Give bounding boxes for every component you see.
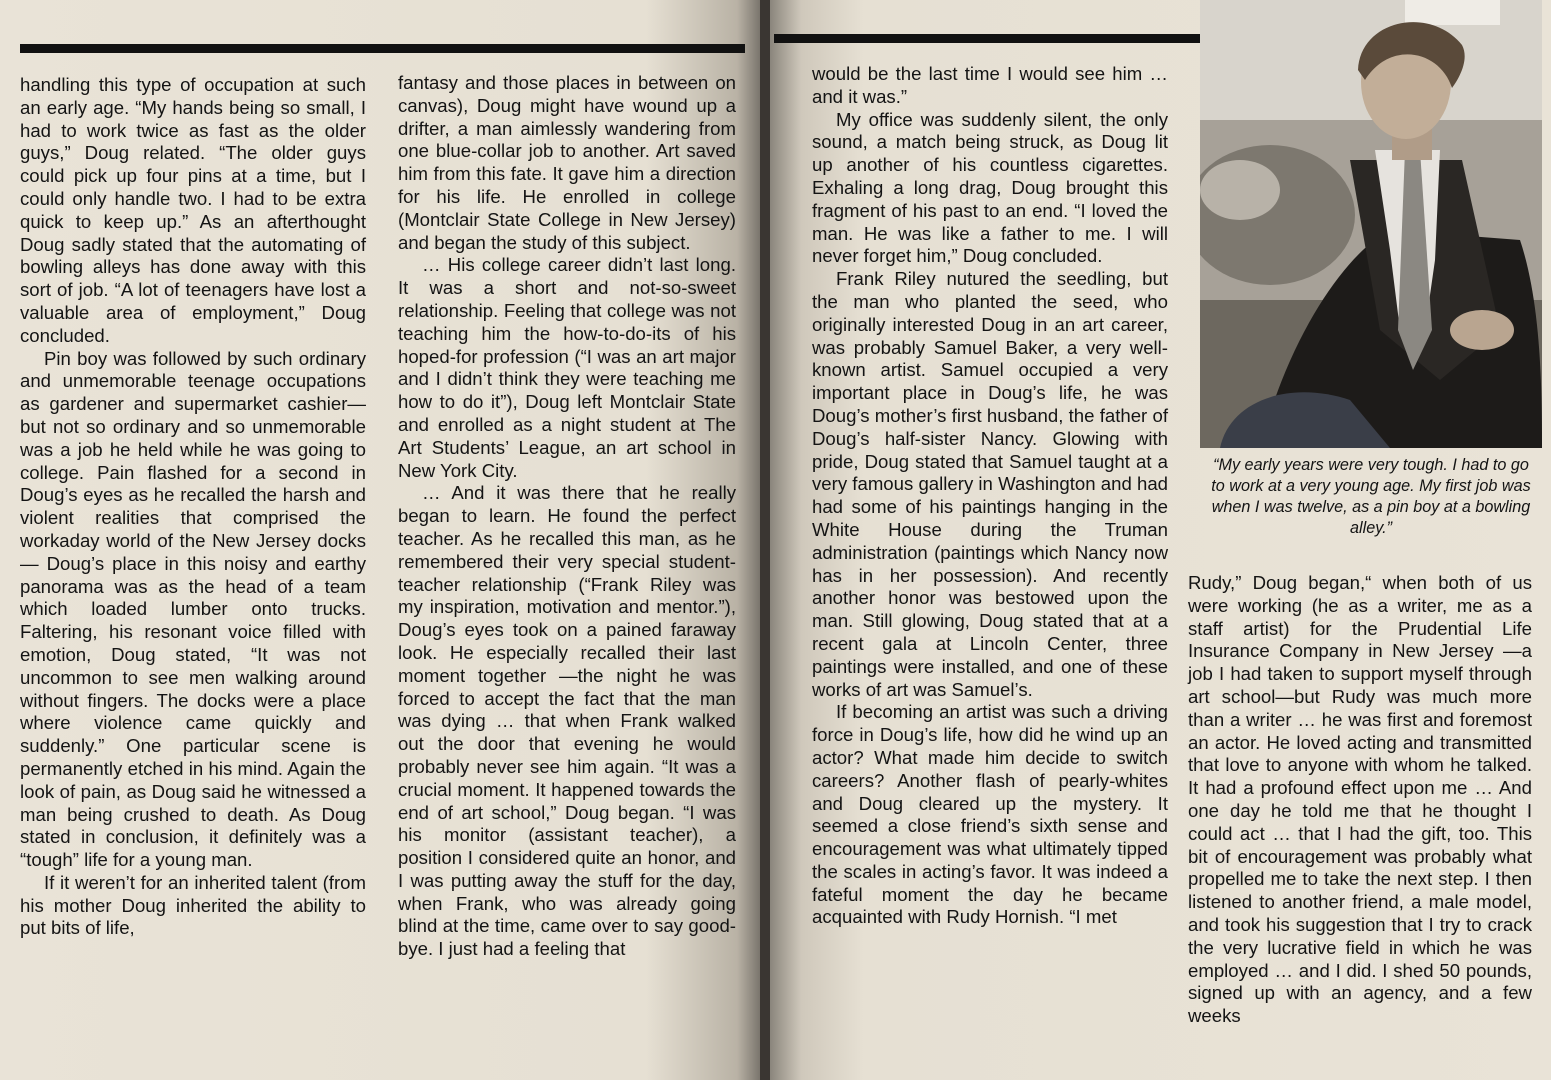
left-page xyxy=(0,0,760,1080)
paragraph: would be the last time I would see him … and it was.” xyxy=(812,63,1168,107)
column-4 xyxy=(1188,572,1532,1028)
column-2 xyxy=(398,72,736,961)
column-1 xyxy=(20,74,366,940)
paragraph: Pin boy was followed by such ordinary and unmemorable teenage occupations as gardener and supermarket cashier—but not so ordinary and so unmemorable was a job he held while he was going to college. Pain flashed for a second in Doug’s eyes as he recalled the harsh and violent realities that comprised the workaday world of the New Jersey docks — Doug’s place in this noisy and earthy panorama was as the head of a team which loaded lumber onto trucks. Faltering, his resonant voice filled with emotion, Doug stated, “It was not uncommon to see men walking around without fingers. The docks were a place where violence came quickly and suddenly.” One particular scene is permanently etched in his mind. Again the look of pain, as Doug said he witnessed a man being crushed to death. As Doug stated in conclusion, it definitely was a “tough” life for a young man. xyxy=(20,347,366,871)
paragraph: handling this type of occupation at such an early age. “My hands being so small, I had to work twice as fast as the older guys,” Doug related. “The older guys could pick up four pins at a time, but I could only handle two. I had to be extra quick to keep up.” As an afterthought Doug sadly stated that the automating of bowling alleys has done away with this sort of job. “A lot of teenagers have lost a valuable area of employment,” Doug concluded. xyxy=(20,74,366,346)
header-rule-right xyxy=(774,34,1208,43)
paragraph: Frank Riley nutured the seedling, but the man who planted the seed, who originally interested Doug in an art career, was probably Samuel Baker, a very well-known artist. Samuel occupied a very important place in Doug’s life, he was Doug’s mother’s first husband, the father of Doug’s half-sister Nancy. Glowing with pride, Doug stated that Samuel taught at a very famous gallery in Washington and had had some of his paintings hanging in the White House during the Truman administration (paintings which Nancy now has in her possession). And recently another honor was bestowed upon the man. Still glowing, Doug stated that at a recent gala at Lincoln Center, three paintings were installed, and one of these works of art was Samuel’s. xyxy=(812,268,1168,700)
column-3 xyxy=(812,63,1168,929)
paragraph: My office was suddenly silent, the only sound, a match being struck, as Doug lit up another of his countless cigarettes. Exhaling a long drag, Doug brought this fragment of his past to an end. “I loved the man. He was like a father to me. I will never forget him,” Doug concluded. xyxy=(812,108,1168,267)
paragraph: … And it was there that he really began to learn. He found the perfect teacher. As he recalled this man, as he remembered their very special student-teacher relationship (“Frank Riley was my inspiration, motivation and mentor.”), Doug’s eyes took on a pained faraway look. He especially recalled their last moment together —the night he was forced to accept the fact that the man was dying … that when Frank walked out the door that evening he would probably never see him again. “It was a crucial moment. It happened towards the end of art school,” Doug began. “I was his monitor (assistant teacher), a position I considered quite an honor, and I was putting away the stuff for the day, when Frank, who was already going blind at the time, came over to say good-bye. I just had a feeling that xyxy=(398,482,736,960)
paragraph: fantasy and those places in between on canvas), Doug might have wound up a drifter, a man aimlessly wandering from one blue-collar job to another. Art saved him from this fate. It gave him a direction for his life. He enrolled in college (Montclair State College in New Jersey) and began the study of this subject. xyxy=(398,72,736,253)
portrait-illustration xyxy=(1200,0,1542,448)
paragraph: If becoming an artist was such a driving force in Doug’s life, how did he wind up an actor? What made him decide to switch careers? Another flash of pearly-whites and Doug cleared up the mystery. It seemed a close friend’s sixth sense and encouragement was what ultimately tipped the scales in acting’s favor. It was indeed a fateful moment the day he became acquainted with Rudy Hornish. “I met xyxy=(812,701,1168,928)
portrait-photo xyxy=(1200,0,1542,448)
paragraph: Rudy,” Doug began,“ when both of us were working (he as a writer, me as a staff artist) for the Prudential Life Insurance Company in New Jersey —a job I had taken to support myself through art school—but Rudy was much more than a writer … he was first and foremost an actor. He loved acting and transmitted that love to anyone with whom he talked. It had a profound effect upon me … And one day he told me that he thought I could act … that I had the gift, too. This bit of encouragement was probably what propelled me to take the next step. I then listened to another friend, a male model, and took his suggestion that I try to crack the very lucrative field in which he was employed … and I did. I shed 50 pounds, signed up with an agency, and a few weeks xyxy=(1188,572,1532,1027)
photo-caption: “My early years were very tough. I had to go to work at a very young age. My first job was when I was twelve, as a pin boy at a bowling alley.” xyxy=(1211,456,1531,537)
paragraph: … His college career didn’t last long. It was a short and not-so-sweet relationship. Feeling that college was not teaching him the how-to-do-its of his hoped-for profession (“I was an art major and I didn’t think they were teaching me how to do it”), Doug left Montclair State and enrolled as a night student at The Art Students’ League, an art school in New York City. xyxy=(398,254,736,481)
header-rule xyxy=(20,44,745,53)
paragraph: If it weren’t for an inherited talent (from his mother Doug inherited the ability to put bits of life, xyxy=(20,871,366,939)
